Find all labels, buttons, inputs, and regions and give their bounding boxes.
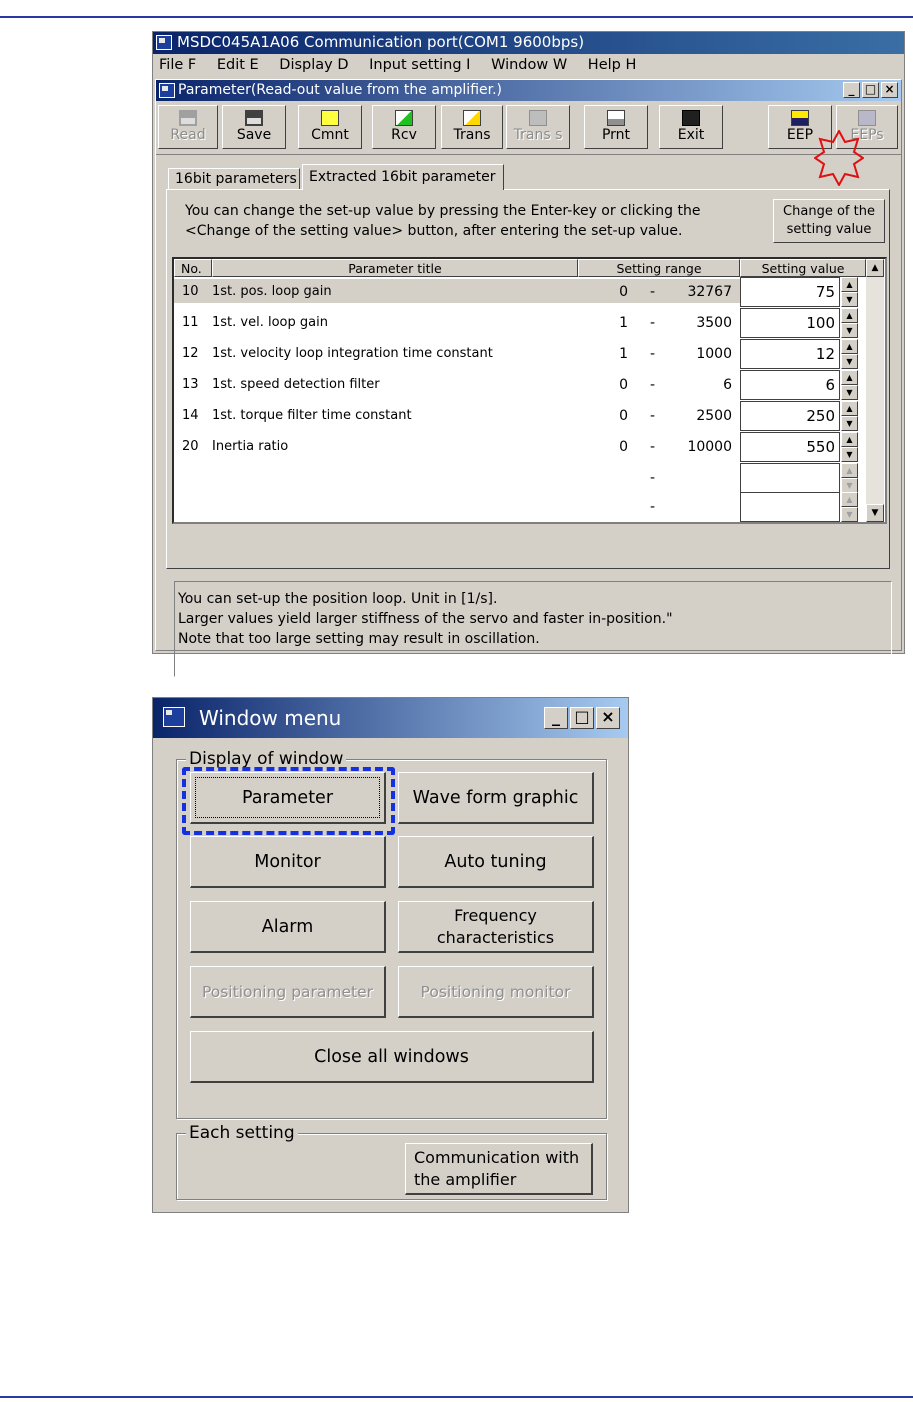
frequency-characteristics-button[interactable]: Frequency characteristics <box>398 901 594 953</box>
value-spinner[interactable]: ▲ ▼ <box>841 339 858 369</box>
parameter-description: You can set-up the position loop. Unit in [1/s]. Larger values yield larger stiffness of the servo and faster in-position." Note that too large setting may result in oscillation. <box>174 581 892 677</box>
parameter-window <box>155 79 902 651</box>
monitor-button[interactable]: Monitor <box>190 836 386 888</box>
transfer-button[interactable]: Trans <box>441 105 503 149</box>
save-button[interactable]: Save <box>222 105 286 149</box>
auto-tuning-button[interactable]: Auto tuning <box>398 836 594 888</box>
window-menu-dialog <box>152 697 629 1213</box>
wave-form-graphic-button[interactable]: Wave form graphic <box>398 772 594 824</box>
header-rule <box>0 16 913 18</box>
value-spinner[interactable]: ▲ ▼ <box>841 308 858 338</box>
table-row[interactable]: 11 1st. vel. loop gain 1 - 3500 100 ▲ ▼ <box>174 308 866 339</box>
window-menu-title: Window menu <box>199 706 342 730</box>
window-menu-titlebar <box>153 698 628 738</box>
value-spinner[interactable]: ▲ ▼ <box>841 463 858 493</box>
eep-button[interactable]: EEP <box>768 105 832 149</box>
menu-edit[interactable]: Edit E <box>216 57 259 73</box>
parameter-button[interactable]: Parameter <box>190 772 386 824</box>
column-header-title[interactable]: Parameter title <box>212 259 578 277</box>
app-title-text: MSDC045A1A06 Communication port(COM1 9600bps) <box>177 33 585 51</box>
table-row[interactable]: 14 1st. torque filter time constant 0 - 2500 250 ▲ ▼ <box>174 401 866 432</box>
print-button[interactable]: Prnt <box>584 105 648 149</box>
value-spinner[interactable]: ▲ ▼ <box>841 401 858 431</box>
setting-value-input[interactable]: 550 <box>740 432 840 462</box>
tab-panel <box>166 189 890 569</box>
column-header-range[interactable]: Setting range <box>578 259 740 277</box>
parameter-window-icon <box>159 83 175 98</box>
display-of-window-label: Display of window <box>186 749 346 769</box>
value-spinner[interactable]: ▲ ▼ <box>841 492 858 522</box>
maximize-button[interactable]: □ <box>862 82 879 98</box>
transfer-icon <box>463 110 481 126</box>
tab-16bit-parameters[interactable]: 16bit parameters <box>168 168 300 190</box>
parameter-toolbar <box>156 101 901 155</box>
parameter-titlebar <box>156 80 901 101</box>
table-row[interactable]: 12 1st. velocity loop integration time constant 1 - 1000 12 ▲ ▼ <box>174 339 866 370</box>
alarm-button[interactable]: Alarm <box>190 901 386 953</box>
value-spinner[interactable]: ▲ ▼ <box>841 432 858 462</box>
setting-value-input[interactable]: 6 <box>740 370 840 400</box>
instruction-text: You can change the set-up value by pressing the Enter-key or clicking the <Change of the setting value> button, after entering the set-up value. <box>185 203 701 239</box>
menu-display[interactable]: Display D <box>279 57 349 73</box>
transfer-s-icon <box>529 110 547 126</box>
app-icon <box>156 35 172 50</box>
tab-extracted-16bit-parameter[interactable]: Extracted 16bit parameter <box>302 164 504 190</box>
comment-button[interactable]: Cmnt <box>298 105 362 149</box>
table-row[interactable]: - ▲ ▼ <box>174 463 866 494</box>
menu-help[interactable]: Help H <box>587 57 637 73</box>
footer-rule <box>0 1396 913 1398</box>
table-scrollbar[interactable] <box>866 259 884 522</box>
exit-button[interactable]: Exit <box>659 105 723 149</box>
menubar <box>153 54 904 77</box>
eep-icon <box>791 110 809 126</box>
menu-file[interactable]: File F <box>159 57 197 73</box>
menu-input-setting[interactable]: Input setting I <box>369 57 471 73</box>
close-button[interactable]: × <box>596 707 620 729</box>
table-row[interactable]: 13 1st. speed detection filter 0 - 6 6 ▲ ▼ <box>174 370 866 401</box>
receive-button[interactable]: Rcv <box>372 105 436 149</box>
setting-value-input[interactable]: 100 <box>740 308 840 338</box>
table-row[interactable]: 20 Inertia ratio 0 - 10000 550 ▲ ▼ <box>174 432 866 463</box>
scroll-up-arrow-icon[interactable]: ▲ <box>866 259 884 277</box>
change-setting-value-button[interactable]: Change of the setting value <box>773 199 885 243</box>
setting-value-input[interactable]: 12 <box>740 339 840 369</box>
setting-value-input[interactable]: 75 <box>740 277 840 307</box>
parameter-title-text: Parameter(Read-out value from the amplifier.) <box>178 82 503 98</box>
each-setting-label: Each setting <box>186 1123 298 1143</box>
minimize-button[interactable]: _ <box>843 82 860 98</box>
floppy-icon <box>245 110 263 126</box>
close-all-windows-button[interactable]: Close all windows <box>190 1031 594 1083</box>
read-button[interactable]: Read <box>158 105 218 149</box>
maximize-button[interactable]: □ <box>570 707 594 729</box>
minimize-button[interactable]: _ <box>544 707 568 729</box>
setting-value-input[interactable] <box>740 463 840 493</box>
table-row[interactable]: 10 1st. pos. loop gain 0 - 32767 75 ▲ ▼ <box>174 277 866 308</box>
positioning-monitor-button[interactable]: Positioning monitor <box>398 966 594 1018</box>
menu-window[interactable]: Window W <box>491 57 568 73</box>
value-spinner[interactable]: ▲ ▼ <box>841 370 858 400</box>
window-menu-icon <box>163 707 185 727</box>
app-titlebar <box>153 32 904 54</box>
exit-icon <box>682 110 700 126</box>
transfer-s-button[interactable]: Trans s <box>506 105 570 149</box>
floppy-icon <box>179 110 197 126</box>
positioning-parameter-button[interactable]: Positioning parameter <box>190 966 386 1018</box>
column-header-no[interactable]: No. <box>174 259 212 277</box>
setting-value-input[interactable] <box>740 492 840 522</box>
setting-value-input[interactable]: 250 <box>740 401 840 431</box>
close-button[interactable]: × <box>881 82 898 98</box>
note-icon <box>321 110 339 126</box>
scroll-down-arrow-icon[interactable]: ▼ <box>866 504 884 522</box>
printer-icon <box>607 110 625 126</box>
table-row[interactable]: - ▲ ▼ <box>174 492 866 523</box>
column-header-value[interactable]: Setting value <box>740 259 866 277</box>
value-spinner[interactable]: ▲ ▼ <box>841 277 858 307</box>
eeps-button[interactable]: EEPs <box>836 105 898 149</box>
receive-icon <box>395 110 413 126</box>
eeps-icon <box>858 110 876 126</box>
communication-with-amplifier-button[interactable]: Communication with the amplifier <box>405 1143 593 1195</box>
parameter-table <box>172 257 887 524</box>
main-app-window <box>152 31 905 654</box>
